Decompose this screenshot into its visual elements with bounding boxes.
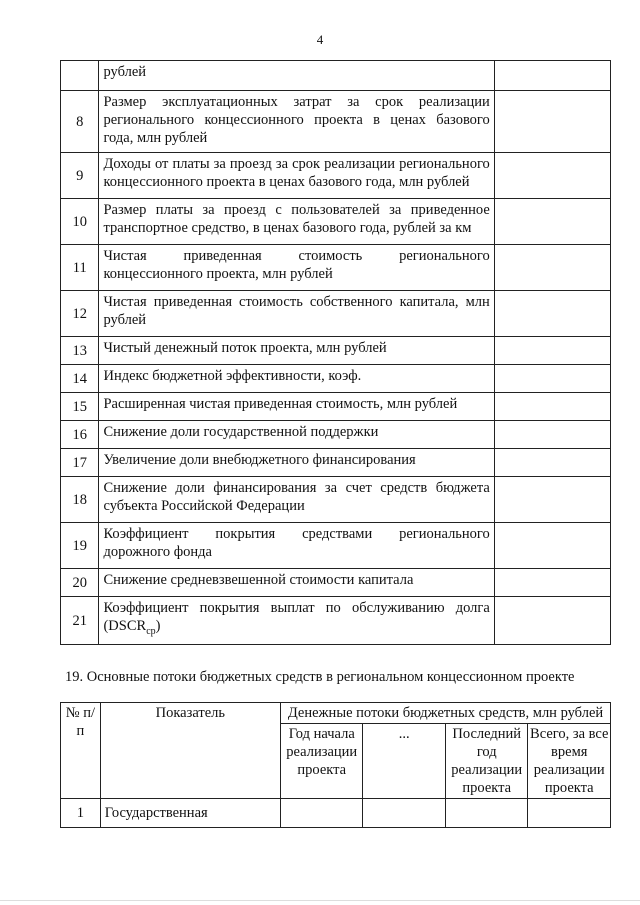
row-description-text: Коэффициент покрытия выплат по обслуживанию долга (DSCR (103, 600, 490, 634)
row-description: Чистый денежный поток проекта, млн рублей (99, 337, 494, 365)
table-row (61, 61, 611, 91)
row-value-cell (445, 799, 528, 828)
row-description: Снижение доли государственной поддержки (99, 421, 494, 449)
table-row (61, 153, 611, 199)
header-indicator: Показатель (100, 703, 280, 799)
header-num: № п/п (61, 703, 101, 799)
table-row (61, 597, 611, 645)
row-description: Чистая приведенная стоимость собственного капитала, млн рублей (99, 291, 494, 337)
row-description: Расширенная чистая приведенная стоимость, млн рублей (99, 393, 494, 421)
row-num: 16 (61, 421, 99, 449)
page-number: 4 (316, 32, 324, 47)
row-num: 12 (61, 291, 99, 337)
row-num: 10 (61, 199, 99, 245)
subheader-total: Всего, за все время реализации проекта (528, 724, 611, 799)
row-num: 20 (61, 569, 99, 597)
row-description: Индекс бюджетной эффективности, коэф. (99, 365, 494, 393)
row-num: 1 (61, 799, 101, 828)
row-value-cell (494, 597, 610, 645)
row-value-cell (363, 799, 446, 828)
section-19-heading: 19. Основные потоки бюджетных средств в региональном концессионном проекте (65, 669, 575, 685)
row-value-cell (494, 523, 610, 569)
table-row (61, 569, 611, 597)
row-value-cell (494, 337, 610, 365)
row-num (61, 61, 99, 91)
row-value-cell (494, 199, 610, 245)
row-num: 21 (61, 597, 99, 645)
row-description: Доходы от платы за проезд за срок реализации регионального концессионного проекта в ценах базового года, млн рублей (99, 153, 494, 199)
header-flows: Денежные потоки бюджетных средств, млн рублей (280, 703, 610, 724)
row-description: Коэффициент покрытия средствами регионального дорожного фонда (99, 523, 494, 569)
page-edge (0, 900, 640, 901)
table-row (61, 199, 611, 245)
row-description: Размер эксплуатационных затрат за срок реализации регионального концессионного проекта в ценах базового года, млн рублей (99, 91, 494, 153)
row-description-subscript: ср (146, 625, 156, 637)
table-row (61, 365, 611, 393)
row-value-cell (494, 245, 610, 291)
row-value-cell (494, 449, 610, 477)
row-description: Снижение средневзвешенной стоимости капитала (99, 569, 494, 597)
row-num: 11 (61, 245, 99, 291)
row-num: 8 (61, 91, 99, 153)
table-row (61, 337, 611, 365)
row-num: 19 (61, 523, 99, 569)
table-row (61, 799, 611, 828)
row-value-cell (494, 421, 610, 449)
row-value-cell (494, 365, 610, 393)
row-description: Снижение доли финансирования за счет средств бюджета субъекта Российской Федерации (99, 477, 494, 523)
row-num: 14 (61, 365, 99, 393)
table-row (61, 421, 611, 449)
row-description: Чистая приведенная стоимость регионального концессионного проекта, млн рублей (99, 245, 494, 291)
indicators-table (60, 60, 611, 645)
row-value-cell (494, 153, 610, 199)
table-row (61, 245, 611, 291)
table-row (61, 91, 611, 153)
row-value-cell (528, 799, 611, 828)
subheader-last-year: Последний год реализации проекта (445, 724, 528, 799)
row-value-cell (494, 91, 610, 153)
row-value-cell (494, 291, 610, 337)
table-row (61, 449, 611, 477)
table-row (61, 523, 611, 569)
table-row (61, 291, 611, 337)
row-description: рублей (99, 61, 494, 91)
subheader-start-year: Год начала реализации проекта (280, 724, 363, 799)
row-num: 18 (61, 477, 99, 523)
row-value-cell (494, 61, 610, 91)
row-description-text-after: ) (155, 618, 161, 634)
row-value-cell (494, 569, 610, 597)
budget-flows-table (60, 702, 611, 828)
row-value-cell (494, 477, 610, 523)
row-description (99, 597, 494, 645)
row-num: 9 (61, 153, 99, 199)
subheader-ellipsis: ... (363, 724, 446, 799)
row-num: 15 (61, 393, 99, 421)
table-row (61, 477, 611, 523)
row-num: 17 (61, 449, 99, 477)
row-value-cell (280, 799, 363, 828)
row-value-cell (494, 393, 610, 421)
row-description: Увеличение доли внебюджетного финансирования (99, 449, 494, 477)
table-row (61, 393, 611, 421)
row-num: 13 (61, 337, 99, 365)
row-description: Размер платы за проезд с пользователей за приведенное транспортное средство, в ценах базового года, рублей за км (99, 199, 494, 245)
row-indicator: Государственная (100, 799, 280, 828)
